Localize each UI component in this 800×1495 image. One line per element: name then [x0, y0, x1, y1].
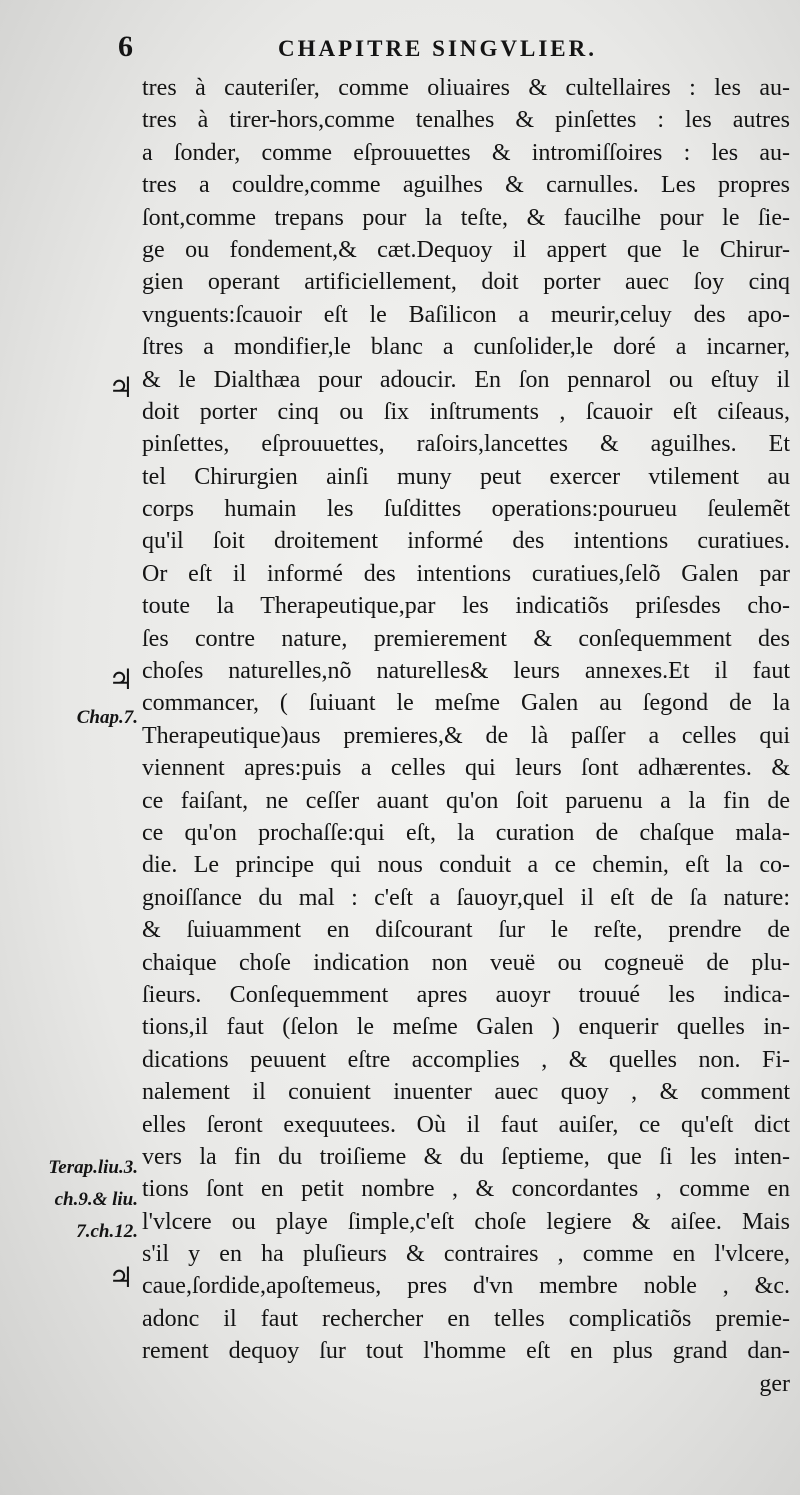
text-line: adonc il faut rechercher en telles complicatiõs premie- — [142, 1305, 790, 1332]
catchword: ger — [759, 1370, 790, 1397]
text-line: elles ſeront exequutees. Où il faut auiſer, ce qu'eſt dict — [142, 1111, 790, 1138]
text-line: & le Dialthæa pour adoucir. En ſon pennarol ou eſtuy il — [142, 366, 790, 393]
margin-note-chap: Chap.7. — [76, 707, 138, 728]
text-line: nalement il conuient inuenter auec quoy , & comment — [142, 1079, 790, 1106]
page-header — [118, 30, 790, 72]
text-line: gnoiſſance du mal : c'eſt a ſauoyr,quel il eſt de ſa nature: — [142, 884, 790, 911]
text-line: ſont,comme trepans pour la teſte, & faucilhe pour le ſie- — [142, 204, 790, 231]
text-line: ce faiſant, ne ceſſer auant qu'on ſoit paruenu a la fin de — [142, 787, 790, 814]
text-line: rement dequoy ſur tout l'homme eſt en plus grand dan- — [142, 1338, 790, 1365]
text-line: s'il y en ha pluſieurs & contraires , comme en l'vlcere, — [142, 1241, 790, 1268]
text-line: caue,ſordide,apoſtemeus, pres d'vn membre noble , &c. — [142, 1273, 790, 1300]
text-line: pinſettes, eſprouuettes, raſoirs,lancettes & aguilhes. Et — [142, 431, 790, 458]
text-line: dications peuuent eſtre accomplies , & quelles non. Fi- — [142, 1046, 790, 1073]
text-line: ce qu'on prochaſſe:qui eſt, la curation de chaſque mala- — [142, 819, 790, 846]
text-line: tions,il faut (ſelon le meſme Galen ) enquerir quelles in- — [142, 1014, 790, 1041]
text-line: l'vlcere ou playe ſimple,c'eſt choſe legiere & aiſee. Mais — [142, 1208, 790, 1235]
text-line: corps humain les ſuſdittes operations:pourueu ſeulemẽt — [142, 496, 790, 523]
text-line: ſes contre nature, premierement & conſequemment des — [142, 625, 790, 652]
text-line: doit porter cinq ou ſix inſtruments , ſcauoir eſt ciſeaus, — [142, 398, 790, 425]
text-line: & ſuiuamment en diſcourant ſur le reſte, prendre de — [142, 917, 790, 944]
text-line: vers la fin du troiſieme & du ſeptieme, que ſi les inten- — [142, 1143, 790, 1170]
text-line: ſieurs. Conſequemment apres auoyr trouué les indica- — [142, 981, 790, 1008]
jupiter-symbol-icon: ♃ — [108, 663, 134, 696]
jupiter-symbol-icon: ♃ — [108, 371, 134, 404]
text-line: Or eſt il informé des intentions curatiues,ſelõ Galen par — [142, 560, 790, 587]
margin-note-terap-1: Terap.liu.3. — [48, 1157, 138, 1178]
body-text — [142, 72, 790, 1432]
text-line: a ſonder, comme eſprouuettes & intromiſſoires : les au- — [142, 139, 790, 166]
text-line: toute la Therapeutique,par les indicatiõs priſesdes cho- — [142, 593, 790, 620]
text-line: die. Le principe qui nous conduit a ce chemin, eſt la co- — [142, 852, 790, 879]
page-number: 6 — [118, 30, 133, 63]
text-line: commancer, ( ſuiuant le meſme Galen au ſegond de la — [142, 690, 790, 717]
show-through-text — [6, 120, 116, 420]
jupiter-symbol-icon: ♃ — [108, 1261, 134, 1294]
text-line: ge ou fondement,& cæt.Dequoy il appert que le Chirur- — [142, 236, 790, 263]
text-line: qu'il ſoit droitement informé des intentions curatiues. — [142, 528, 790, 555]
running-head: CHAPITRE SINGVLIER. — [278, 36, 597, 61]
text-line: tions ſont en petit nombre , & concordantes , comme en — [142, 1176, 790, 1203]
text-line: gien operant artificiellement, doit porter auec ſoy cinq — [142, 269, 790, 296]
text-line: tel Chirurgien ainſi muny peut exercer vtilement au — [142, 463, 790, 490]
text-line: choſes naturelles,nõ naturelles& leurs annexes.Et il faut — [142, 658, 790, 685]
text-line: tres a couldre,comme aguilhes & carnulles. Les propres — [142, 172, 790, 199]
margin-note-terap-3: 7.ch.12. — [76, 1221, 138, 1242]
text-line: Therapeutique)aus premieres,& de là paſſer a celles qui — [142, 722, 790, 749]
margin-note-terap-2: ch.9.& liu. — [54, 1189, 138, 1210]
text-line: ſtres a mondifier,le blanc a cunſolider,le doré a incarner, — [142, 334, 790, 361]
text-line: tres à cauteriſer, comme oliuaires & cultellaires : les au- — [142, 75, 790, 101]
text-line: viennent apres:puis a celles qui leurs ſont adhærentes. & — [142, 755, 790, 782]
text-line: vnguents:ſcauoir eſt le Baſilicon a meurir,celuy des apo- — [142, 301, 790, 328]
text-line: chaique choſe indication non veuë ou cogneuë de plu- — [142, 949, 790, 976]
text-line: tres à tirer-hors,comme tenalhes & pinſettes : les autres — [142, 107, 790, 134]
